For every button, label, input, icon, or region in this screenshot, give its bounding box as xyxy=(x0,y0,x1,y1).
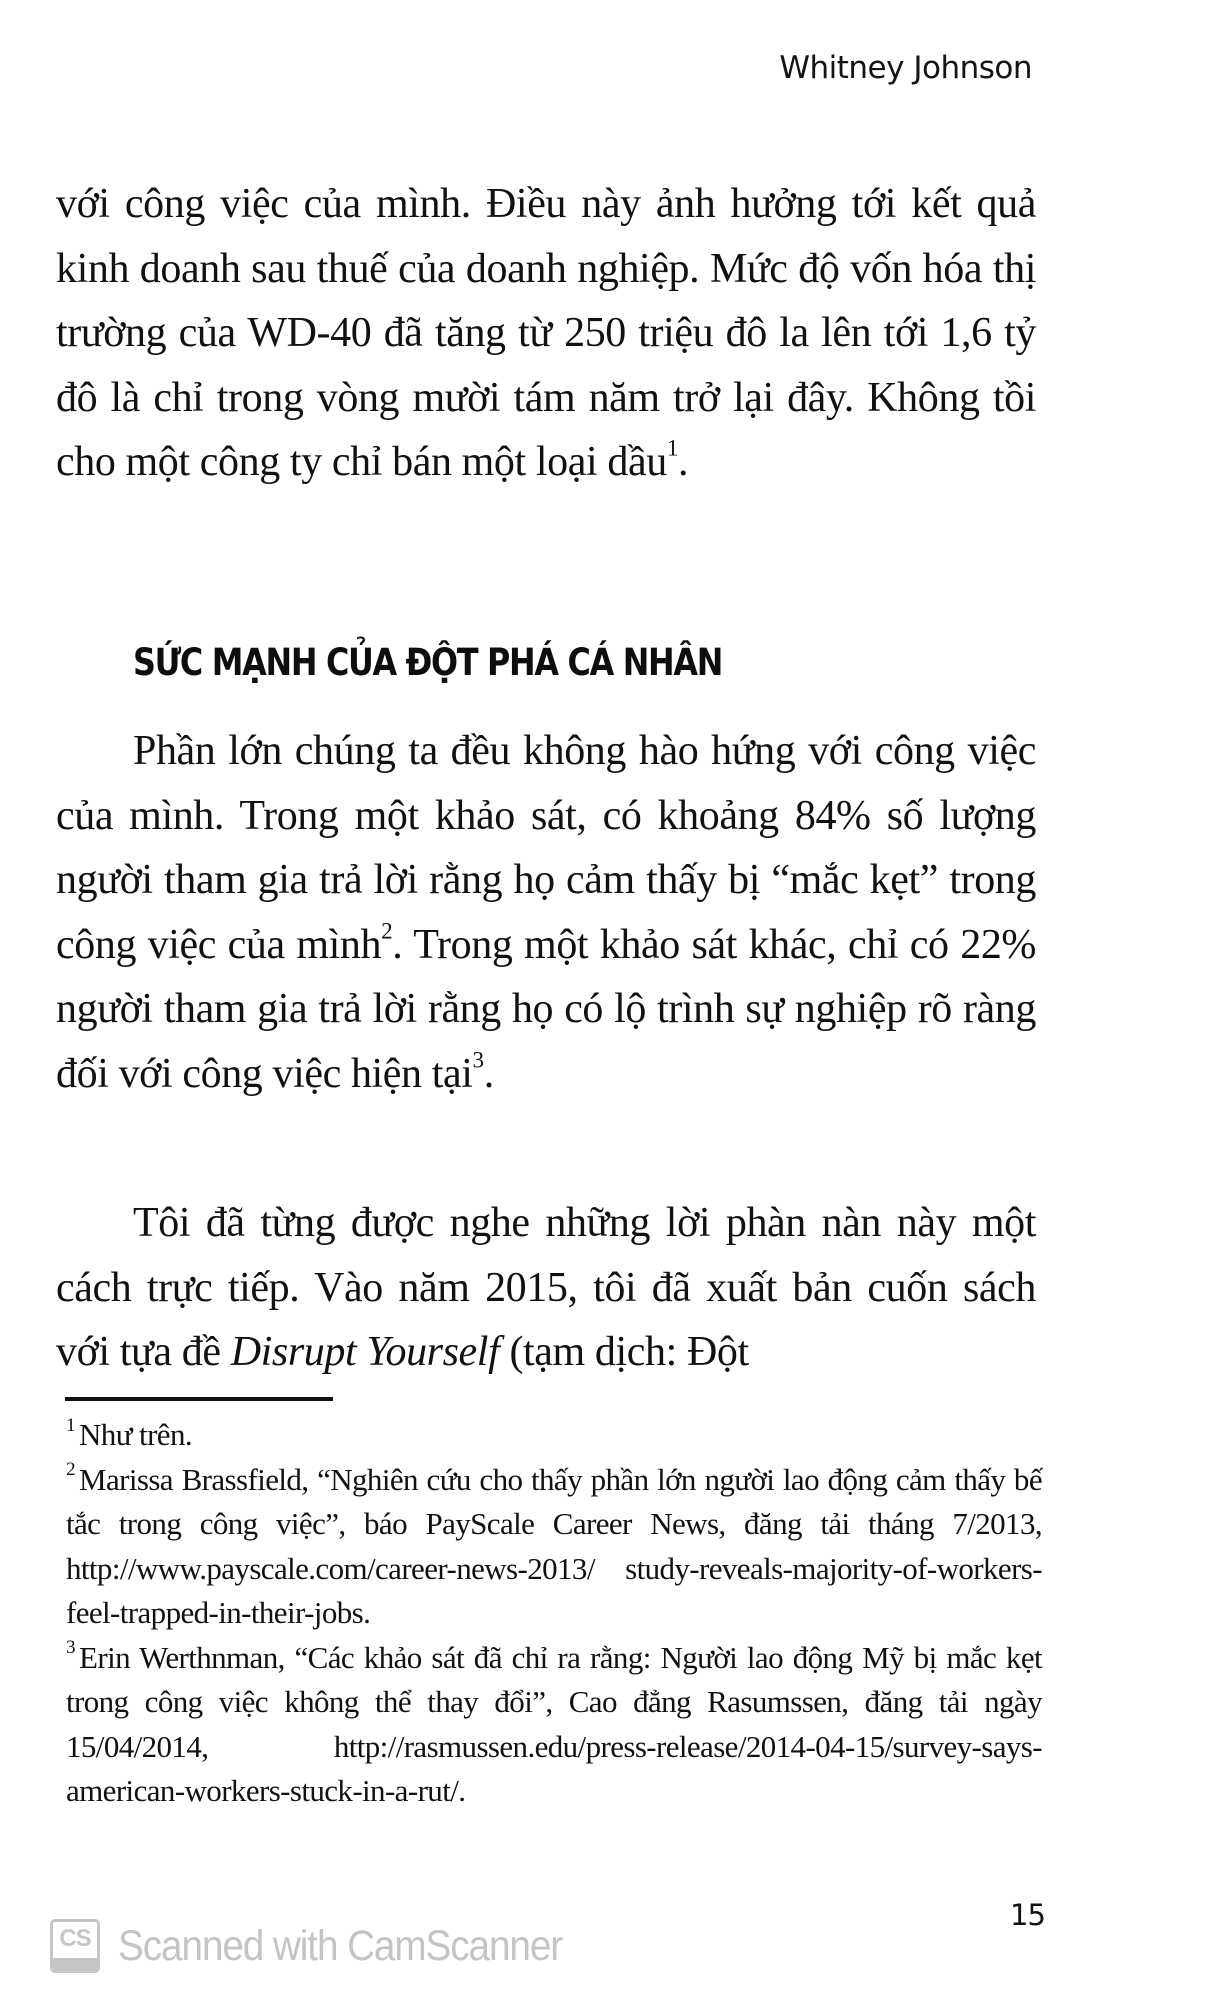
footnote-ref-2: 2 xyxy=(381,916,393,943)
paragraph-3 xyxy=(56,1191,1036,1385)
footnote-3-number: 3 xyxy=(66,1637,76,1659)
footnote-3 xyxy=(66,1636,1042,1814)
paragraph-1-text: với công việc của mình. Điều này ảnh hưởng tới kết quả kinh doanh sau thuế của doanh nghiệp. Mức độ vốn hóa thị trường của WD-40 đã tăng từ 250 triệu đô la lên tới 1,6 tỷ đô là chỉ trong vòng mười tám năm trở lại đây. Không tồi cho một công ty chỉ bán một loại dầu xyxy=(56,181,1036,485)
paragraph-1 xyxy=(56,172,1036,495)
footnote-ref-3: 3 xyxy=(472,1045,484,1072)
footnote-1-number: 1 xyxy=(66,1414,76,1436)
paragraph-3-text-b: (tạm dịch: Đột xyxy=(499,1329,749,1375)
camscanner-watermark-text: Scanned with CamScanner xyxy=(118,1921,563,1970)
book-title-italic: Disrupt Yourself xyxy=(230,1329,500,1375)
paragraph-2-tail: . xyxy=(483,1050,494,1097)
page-number: 15 xyxy=(1010,1898,1045,1932)
footnote-1-text: Như trên. xyxy=(79,1417,192,1452)
footnotes xyxy=(66,1413,1042,1814)
footnote-3-text: Erin Werthnman, “Các khảo sát đã chỉ ra rằng: Người lao động Mỹ bị mắc kẹt trong công việc không thể thay đổi”, Cao đẳng Rasumssen, đăng tải ngày 15/04/2014, http://rasmussen.edu/press-release/2014-04-15/survey-says-american-workers-stuck-in-a-rut/. xyxy=(66,1639,1042,1808)
footnote-2 xyxy=(66,1458,1042,1636)
paragraph-2-text-b: . Trong một khảo sát khác, chỉ có 22% người tham gia trả lời rằng họ có lộ trình sự nghiệp rõ ràng đối với công việc hiện tại xyxy=(56,921,1037,1097)
camscanner-logo-text: CS xyxy=(59,1925,91,1952)
camscanner-watermark xyxy=(50,1918,611,1974)
footnote-divider xyxy=(65,1397,333,1401)
camscanner-logo-icon xyxy=(50,1919,100,1973)
paragraph-3-text-a: Tôi đã từng được nghe những lời phàn nàn này một cách trực tiếp. Vào năm 2015, tôi đã xuất bản cuốn sách với tựa đề xyxy=(56,1200,1036,1375)
footnote-1 xyxy=(66,1413,1042,1458)
section-heading: SỨC MẠNH CỦA ĐỘT PHÁ CÁ NHÂN xyxy=(133,641,723,684)
footnote-ref-1: 1 xyxy=(666,434,678,461)
camscanner-logo-bar xyxy=(53,1958,97,1970)
paragraph-2-text-a: Phần lớn chúng ta đều không hào hứng với công việc của mình. Trong một khảo sát, có khoảng 84% số lượng người tham gia trả lời rằng họ cảm thấy bị “mắc kẹt” trong công việc của mình xyxy=(56,728,1036,968)
paragraph-2 xyxy=(56,719,1036,1106)
footnote-2-number: 2 xyxy=(66,1459,76,1481)
footnote-2-text: Marissa Brassfield, “Nghiên cứu cho thấy phần lớn người lao động cảm thấy bế tắc trong công việc”, báo PayScale Career News, đăng tải tháng 7/2013, http://www.payscale.com/career-news-2013/ study-reveals-majority-of-workers-feel-trapped-in-their-jobs. xyxy=(66,1461,1042,1630)
running-header-author: Whitney Johnson xyxy=(779,50,1032,86)
paragraph-1-tail: . xyxy=(677,439,689,485)
